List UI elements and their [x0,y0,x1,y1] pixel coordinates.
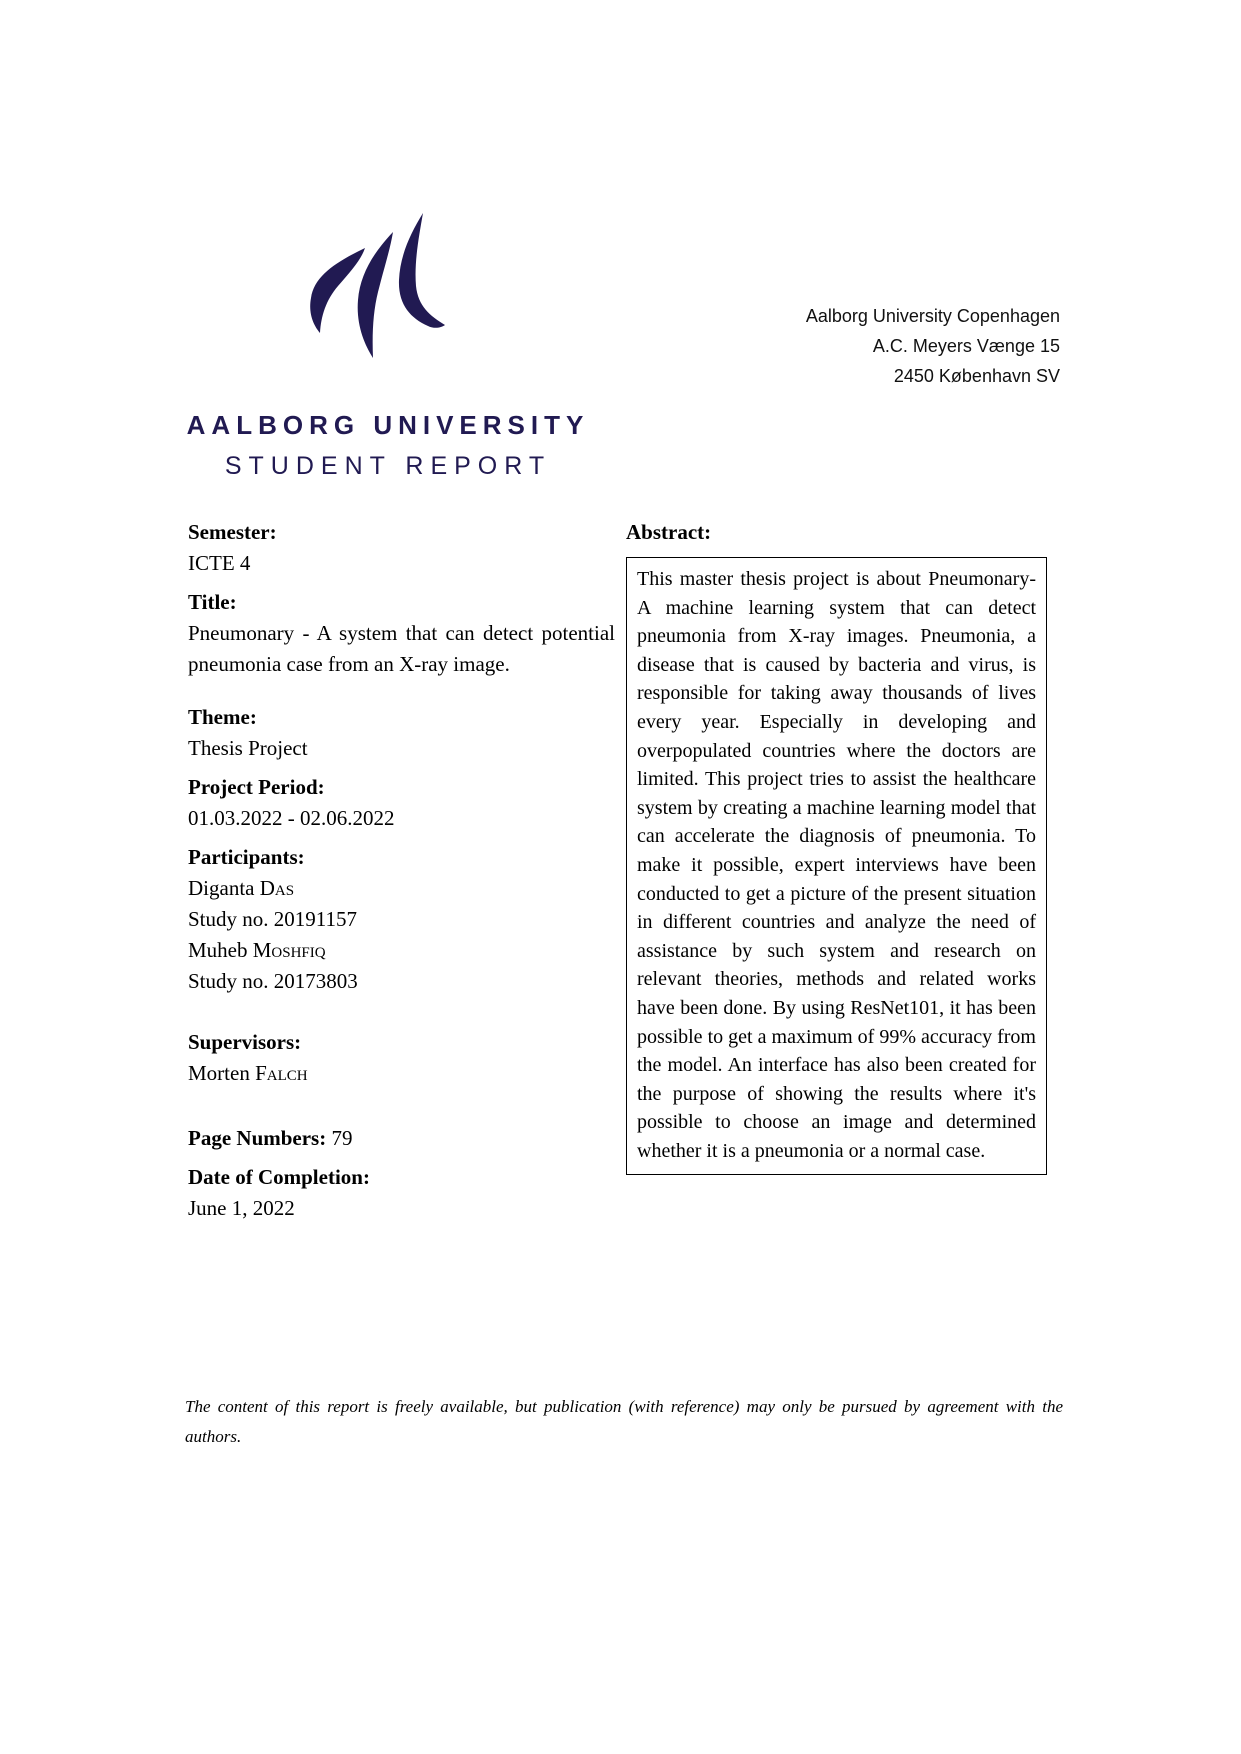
title-label: Title: [188,590,237,614]
report-details-column [188,505,626,1232]
supervisors-label: Supervisors: [188,1030,302,1054]
completion-group [188,1162,615,1224]
university-address [806,301,1060,391]
participants-label: Participants: [188,845,305,869]
theme-value: Thesis Project [188,736,308,760]
abstract-label: Abstract: [626,520,712,544]
page-numbers-group [188,1123,615,1154]
title-group [188,587,615,680]
abstract-column [626,505,1047,1232]
participant-study-no: Study no. 20191157 [188,907,357,931]
completion-value: June 1, 2022 [188,1196,295,1220]
supervisor-name: Morten Falch [188,1061,308,1085]
page-numbers-label: Page Numbers: [188,1126,327,1150]
student-report-wordmark: STUDENT REPORT [224,452,552,480]
address-line: Aalborg University Copenhagen [805,306,1060,326]
address-line: A.C. Meyers Vænge 15 [872,336,1060,356]
university-wordmark: AALBORG UNIVERSITY [186,410,590,440]
semester-label: Semester: [188,520,277,544]
project-period-label: Project Period: [188,775,325,799]
participant-name: Diganta Das [188,876,295,900]
theme-group [188,702,615,764]
supervisors-group [188,1027,615,1089]
address-line: 2450 København SV [893,366,1060,386]
completion-label: Date of Completion: [188,1165,370,1189]
page-numbers-value: 79 [331,1126,353,1150]
participants-group [188,842,615,997]
project-period-value: 01.03.2022 - 02.06.2022 [188,806,395,830]
theme-label: Theme: [188,705,257,729]
abstract-box: This master thesis project is about Pneumonary- A machine learning system that can detect pneumonia from X-ray images. Pneumonia, a disease that is caused by bacteria and virus, is responsible for taking away thousands of lives every year. Especially in developing and overpopulated countries where the doctors are limited. This project tries to assist the healthcare system by creating a machine learning model that can accelerate the diagnosis of pneumonia. To make it possible, expert interviews have been conducted to get a picture of the present situation in different countries and analyze the need of assistance by such system and research on relevant theories, methods and related works have been done. By using ResNet101, it has been possible to get a maximum of 99% accuracy from the model. An interface has also been created for the purpose of showing the results where it's possible to choose an image and determined whether it is a pneumonia or a normal case. [626,557,1047,1175]
semester-group [188,517,615,579]
participant-study-no: Study no. 20173803 [188,969,358,993]
aalborg-university-logo-icon [310,212,450,367]
project-period-group [188,772,615,834]
title-value: Pneumonary - A system that can detect potential pneumonia case from an X-ray image. [188,621,615,676]
semester-value: ICTE 4 [188,551,251,575]
participant-name: Muheb Moshfiq [188,938,326,962]
title-page-body [188,505,1058,1232]
copyright-notice: The content of this report is freely available, but publication (with reference) may only be pursued by agreement with the authors. [185,1397,1063,1446]
